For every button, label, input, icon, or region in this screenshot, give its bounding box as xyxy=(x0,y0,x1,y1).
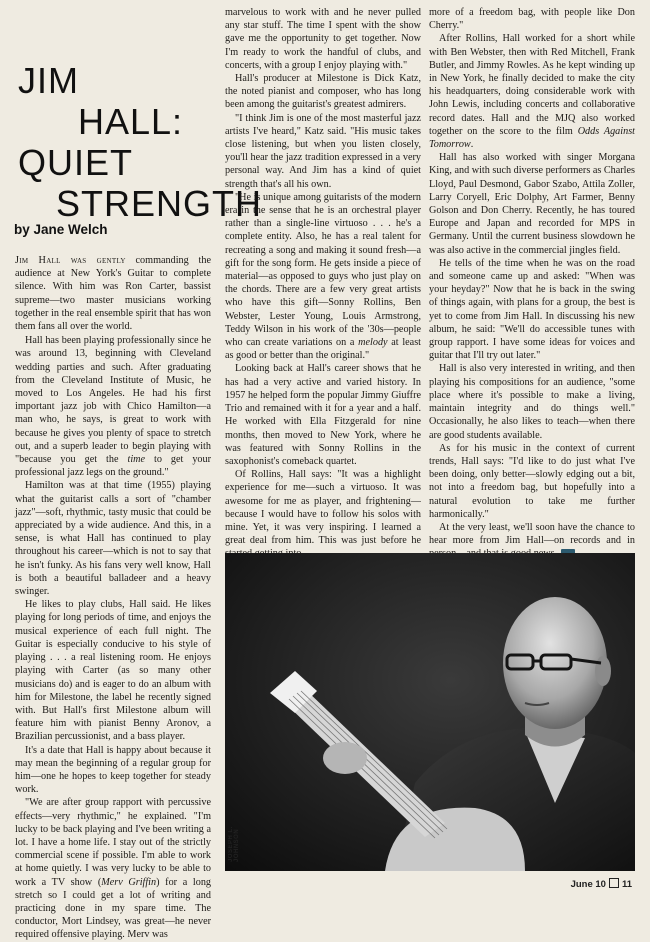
issue-date: June 10 xyxy=(570,879,606,890)
italic-text: melody xyxy=(358,337,388,349)
paragraph: Looking back at Hall's career shows that he has had a very active and varied history. In 1957 he helped form the popular Jimmy Giuffre Trio and remained with it for a year and a half. He worked with Ella Fitzgerald for nine months, then moved to New York, where he was featured with Sonny Rollins in the saxophonist's comeback quartet. xyxy=(225,363,421,467)
paragraph-text: to get your professional jazz legs on the ground." xyxy=(15,454,212,479)
paragraph xyxy=(15,796,211,941)
paragraph xyxy=(429,32,635,151)
column-2 xyxy=(225,6,421,561)
page-number: 11 xyxy=(621,879,632,890)
paragraph: "I think Jim is one of the most masterful jazz artists I've heard," Katz said. "His music takes close listening, but when you listen closely, you'll hear the jazz tradition expressed in a very personal way. And Jim has a kind of quiet strength that's all his own. xyxy=(225,112,421,190)
lead-in: Jim Hall was gently xyxy=(15,255,126,266)
italic-text: time xyxy=(127,454,146,466)
paragraph-text: "We are after group rapport with percussive effects—very rhythmic," he explained. "I'm lucky to be back playing and I've been writing a lot. I have a home life. I stay out of the strictly commercial scene if possible. I'm able to work at home quietly. I was very lucky to be able to work a TV show ( xyxy=(15,797,211,888)
italic-text: Merv Griffin xyxy=(101,876,157,888)
paragraph-text: ) for a long stretch so I could get a lot of writing and practicing done in my spare time. The conductor, Mort Lindsey, was great—he never required offensive playing. Merv was xyxy=(15,876,212,941)
page-folio xyxy=(571,878,632,890)
paragraph-text: . xyxy=(470,139,474,151)
paragraph: Hall's producer at Milestone is Dick Katz, the noted pianist and composer, who has long been among the guitarist's greatest admirers. xyxy=(225,73,421,111)
paragraph: marvelous to work with and he never pulled any star stuff. The time I spent with the show gave me the opportunity to get together. Now I'm ready to work the handful of clubs, and concerts, with a group I enjoy playing with." xyxy=(225,7,421,71)
paragraph-text: At the very least, we'll soon have the chance to hear more from Jim Hall—on records and in xyxy=(429,521,635,547)
paragraph: He likes to play clubs, Hall said. He likes playing for long periods of time, and enjoys the musical experience of each full night. The Guitar is especially conducive to his style of playing . . . a real listening room. He enjoys playing with Carter (as so many other musicians do) and is eager to do an album with him for Milestone, the label he recently signed with. But Hall's first Milestone album will feature him with pianist Benny Aronov, a Brazilian percussionist, and a bass player. xyxy=(15,599,211,743)
title-line-2: HALL: xyxy=(78,101,184,142)
paragraph: As for his music in the context of current trends, Hall says: "I'd like to do just what I've been doing, only better—slowly edging out a bit, not into a freedom bag, but hopefully into a natural evolution to take me further harmonically." xyxy=(429,442,635,520)
paragraph: Hamilton was at that time (1955) playing what the guitarist calls a sort of "chamber jazz"—soft, rhythmic, tasty music that could be appreciated by a wide audience. And this, in a sense, is what Hall has continued to play throughout his career—which is not to say that he isn't funky. As his fans very well know, Hall is both a beautiful balladeer and a heavy swinger. xyxy=(15,480,211,598)
paragraph-text: Hall has been playing professionally since he was around 13, beginning with Cleveland wedding parties and such. After graduating from the Cleveland Institute of Music, he moved to Los Angeles. He had his first important jazz job with Chico Hamilton—a man who, he says, is great to work with because he gives you plenty of space to stretch out, and a superb leader to begin playing with "because you get the xyxy=(15,335,211,466)
paragraph-text: at least as good or better than the original." xyxy=(225,337,422,362)
guitarist-photo xyxy=(225,553,635,871)
title-line-1: JIM xyxy=(18,60,79,101)
paragraph xyxy=(225,191,421,363)
column-3 xyxy=(429,6,635,561)
paragraph: Hall is also very interested in writing, and then playing his compositions for an audience, "some place where it's possible to make a living, maintain integrity and do things well." Occasionally, he also likes to teach—when there are good students available. xyxy=(429,363,635,441)
paragraph: Hall has also worked with singer Morgana King, and with such diverse performers as Charles Lloyd, Paul Desmond, Gabor Szabo, Attila Zoller, Larry Coryell, Eric Dolphy, Art Farmer, Benny Golson and Don Cherry. Recently, he has toured Europe and Japan and recorded for MPS in Germany. Until the current business slowdown he was also active in the commercial jingles field. xyxy=(429,152,635,256)
paragraph xyxy=(15,334,211,479)
paragraph-text: After Rollins, Hall worked for a short while with Ben Webster, then with Red Mitchell, Frank Butler, and Jimmy Rowles. As he kept winding up in New York, he finally decided to make the city his headquarters, doing considerable work with John Lewis, including concerts and collaborative record dates. Hall and the MJQ also worked together on the score to the film xyxy=(429,33,635,137)
fretting-hand xyxy=(323,742,367,774)
paragraph: It's a date that Hall is happy about because it may mean the beginning of a regular group for him—one he hopes to keep together for steady work. xyxy=(15,744,211,796)
paragraph xyxy=(15,254,211,333)
column-1 xyxy=(15,254,211,942)
folio-box-icon xyxy=(609,878,619,888)
title-line-4: STRENGTH xyxy=(56,183,262,224)
italic-text: Odds Against Tomorrow xyxy=(429,125,635,151)
paragraph-text: "He is unique among guitarists of the modern era in the sense that he is an orchestral player rather than a single-line virtuoso . . . he's a complete entity. Also, he has a real talent for recreating a song and making it sound fresh—a gift for the song form. He gets inside a piece of material—as opposed to guys who just play on the chords. There are a few very great artists who have this gift—Sonny Rollins, Ben Webster, Lester Young, Louis Armstrong, Teddy Wilson in his work of the '30s—people who can create variations on a xyxy=(225,191,421,349)
title-line-3: QUIET xyxy=(18,142,134,183)
paragraph: Of Rollins, Hall says: "It was a highlight experience for me—such a virtuoso. It was awesome for me as player, and frightening—because I would have to follow his solos with mine. Yet, it was very inspiring. I learned a great deal from him. This was just before he xyxy=(225,469,421,547)
article-title xyxy=(18,60,262,224)
byline: by Jane Welch xyxy=(14,222,108,237)
ear xyxy=(595,656,611,686)
paragraph-text: commanding the audience at New York's Guitar to complete silence. With him was Ron Carter, bassist supreme—two master musicians working together in the real ensemble spirit that has won them fans all over the world. xyxy=(15,255,211,333)
paragraph: more of a freedom bag, with people like Don Cherry." xyxy=(429,7,635,32)
photo-credit: JOSEPH L. JOHNSON xyxy=(228,826,240,862)
paragraph: He tells of the time when he was on the road and someone came up and asked: "When was your heyday?" Now that he is back in the swing of things again, with plans for a group, the best is yet to come from Jim Hall. In discussing his new album, he said: "We'll do accessible tunes with group rapport. I have some ideas for voices and guitar that I'll try out later." xyxy=(429,257,635,362)
